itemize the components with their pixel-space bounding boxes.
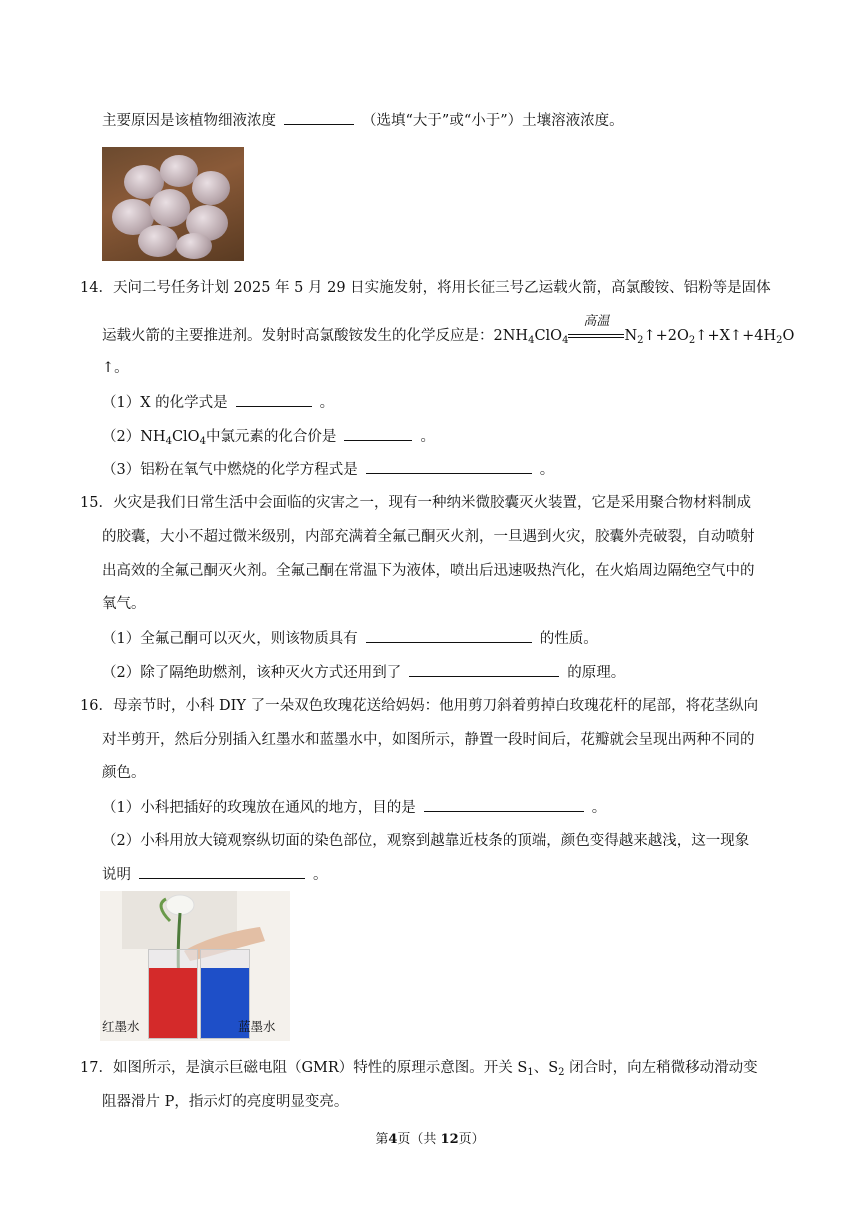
- q14-part2: [102, 426, 435, 452]
- q16-part1: [102, 797, 606, 818]
- footer-text: 第: [375, 1132, 389, 1147]
- q15-line3: 出高效的全氟己酮灭火剂。全氟己酮在常温下为液体，喷出后迅速吸热汽化，在火焰周边隔绝空气中的: [102, 563, 755, 579]
- q17-text: 17．如图所示，是演示巨磁电阻（GMR）特性的原理示意图。开关 S: [80, 1060, 528, 1076]
- eq-part: ↑+X↑+4H: [695, 328, 777, 344]
- caption-red-ink: 红墨水: [102, 1019, 140, 1034]
- q16-part2: （2）小科用放大镜观察纵切面的染色部位，观察到越靠近枝条的顶端，颜色变得越来越浅，这一现象: [102, 833, 750, 849]
- answer-blank: [139, 864, 305, 879]
- part-text: ClO: [171, 429, 200, 445]
- footer-text: 页）: [458, 1132, 485, 1147]
- answer-blank: [409, 662, 559, 677]
- q15-part2: [102, 662, 625, 683]
- end-mark: 。: [591, 800, 607, 816]
- answer-blank: [366, 628, 532, 643]
- eq-sub: 2: [688, 335, 696, 346]
- condition-label: 高温: [583, 314, 610, 329]
- part-text: （3）铝粉在氧气中燃烧的化学方程式是: [102, 462, 358, 478]
- footer-text: 页（共: [397, 1132, 441, 1147]
- eq-part: O: [782, 328, 795, 344]
- eq-sub: 4: [562, 335, 569, 346]
- red-ink-glass: [148, 949, 198, 1039]
- eq-part: ↑+2O: [643, 328, 689, 344]
- caption-blue-ink: 蓝墨水: [238, 1019, 276, 1034]
- q14-line1: 14．天问二号任务计划 2025 年 5 月 29 日实施发射，将用长征三号乙运载火箭，高氯酸铵、铝粉等是固体: [80, 280, 771, 296]
- eq-sub: 4: [528, 335, 535, 346]
- formula-sub: 4: [165, 436, 172, 447]
- q17-text: 、S: [533, 1060, 559, 1076]
- total-pages: 12: [440, 1132, 459, 1147]
- part-text: 说明: [102, 867, 131, 883]
- q16-line2: 对半剪开，然后分别插入红墨水和蓝墨水中，如图所示，静置一段时间后，花瓣就会呈现出两种不同的: [102, 732, 755, 748]
- q16-line1: 16．母亲节时，小科 DIY 了一朵双色玫瑰花送给妈妈：他用剪刀斜着剪掉白玫瑰花杆的尾部，将花茎纵向: [80, 698, 759, 714]
- q14-line3: ↑。: [102, 360, 129, 376]
- part-text: 的原理。: [567, 665, 626, 681]
- q13-text-b: （选填“大于”或“小于”）土壤溶液浓度。: [362, 113, 624, 129]
- end-mark: 。: [319, 395, 335, 411]
- answer-blank: [344, 426, 412, 441]
- part-text: （1）全氟己酮可以灭火，则该物质具有: [102, 631, 358, 647]
- q17-text: 闭合时，向左稍微移动滑动变: [564, 1060, 758, 1076]
- eq-sub: 2: [776, 335, 783, 346]
- part-text: （1）小科把插好的玫瑰放在通风的地方，目的是: [102, 800, 416, 816]
- q16-line3: 颜色。: [102, 765, 146, 781]
- part-text: （1）X 的化学式是: [102, 395, 228, 411]
- eq-sub: 2: [637, 335, 644, 346]
- q14-part3: [102, 459, 554, 480]
- part-text: （2）NH: [102, 429, 166, 445]
- end-mark: 。: [420, 429, 435, 445]
- q14-line2: [102, 314, 795, 351]
- answer-blank: [236, 392, 312, 407]
- q17-line2: 阻器滑片 P，指示灯的亮度明显变亮。: [102, 1094, 349, 1110]
- eq-part: ClO: [534, 328, 563, 344]
- q16-part2-cont: [102, 864, 328, 885]
- succulent-photo: [102, 147, 244, 261]
- q13-line: [102, 110, 624, 131]
- formula-sub: 4: [199, 436, 206, 447]
- reaction-equation: [493, 314, 795, 346]
- part-text: （2）除了隔绝助燃剂，该种灭火方式还用到了: [102, 665, 402, 681]
- answer-blank: [366, 459, 532, 474]
- reaction-condition: [568, 314, 624, 343]
- page-number: 4: [388, 1132, 398, 1147]
- q17-line1: [80, 1058, 758, 1083]
- part-text: 的性质。: [539, 631, 598, 647]
- q15-part1: [102, 628, 598, 649]
- formula-sub: 2: [558, 1067, 565, 1078]
- answer-blank: [424, 797, 584, 812]
- end-mark: 。: [313, 867, 328, 883]
- end-mark: 。: [539, 462, 555, 478]
- q14-text: 运载火箭的主要推进剂。发射时高氯酸铵发生的化学反应是：: [102, 328, 494, 344]
- page-footer: [0, 1128, 860, 1147]
- q15-line4: 氧气。: [102, 596, 146, 612]
- q15-line2: 的胶囊，大小不超过微米级别，内部充满着全氟己酮灭火剂，一旦遇到火灾，胶囊外壳破裂，自动喷射: [102, 529, 755, 545]
- part-text: 中氯元素的化合价是: [205, 429, 337, 445]
- q13-text: 主要原因是该植物细液浓度: [102, 113, 276, 129]
- q15-line1: 15．火灾是我们日常生活中会面临的灾害之一，现有一种纳米微胶囊灭火装置，它是采用聚合物材料制成: [80, 495, 751, 511]
- eq-part: N: [624, 328, 638, 344]
- formula-sub: 1: [527, 1067, 534, 1078]
- eq-part: 2NH: [493, 328, 529, 344]
- rose-experiment-photo: [100, 891, 290, 1041]
- q14-part1: [102, 392, 334, 413]
- answer-blank: [284, 110, 354, 125]
